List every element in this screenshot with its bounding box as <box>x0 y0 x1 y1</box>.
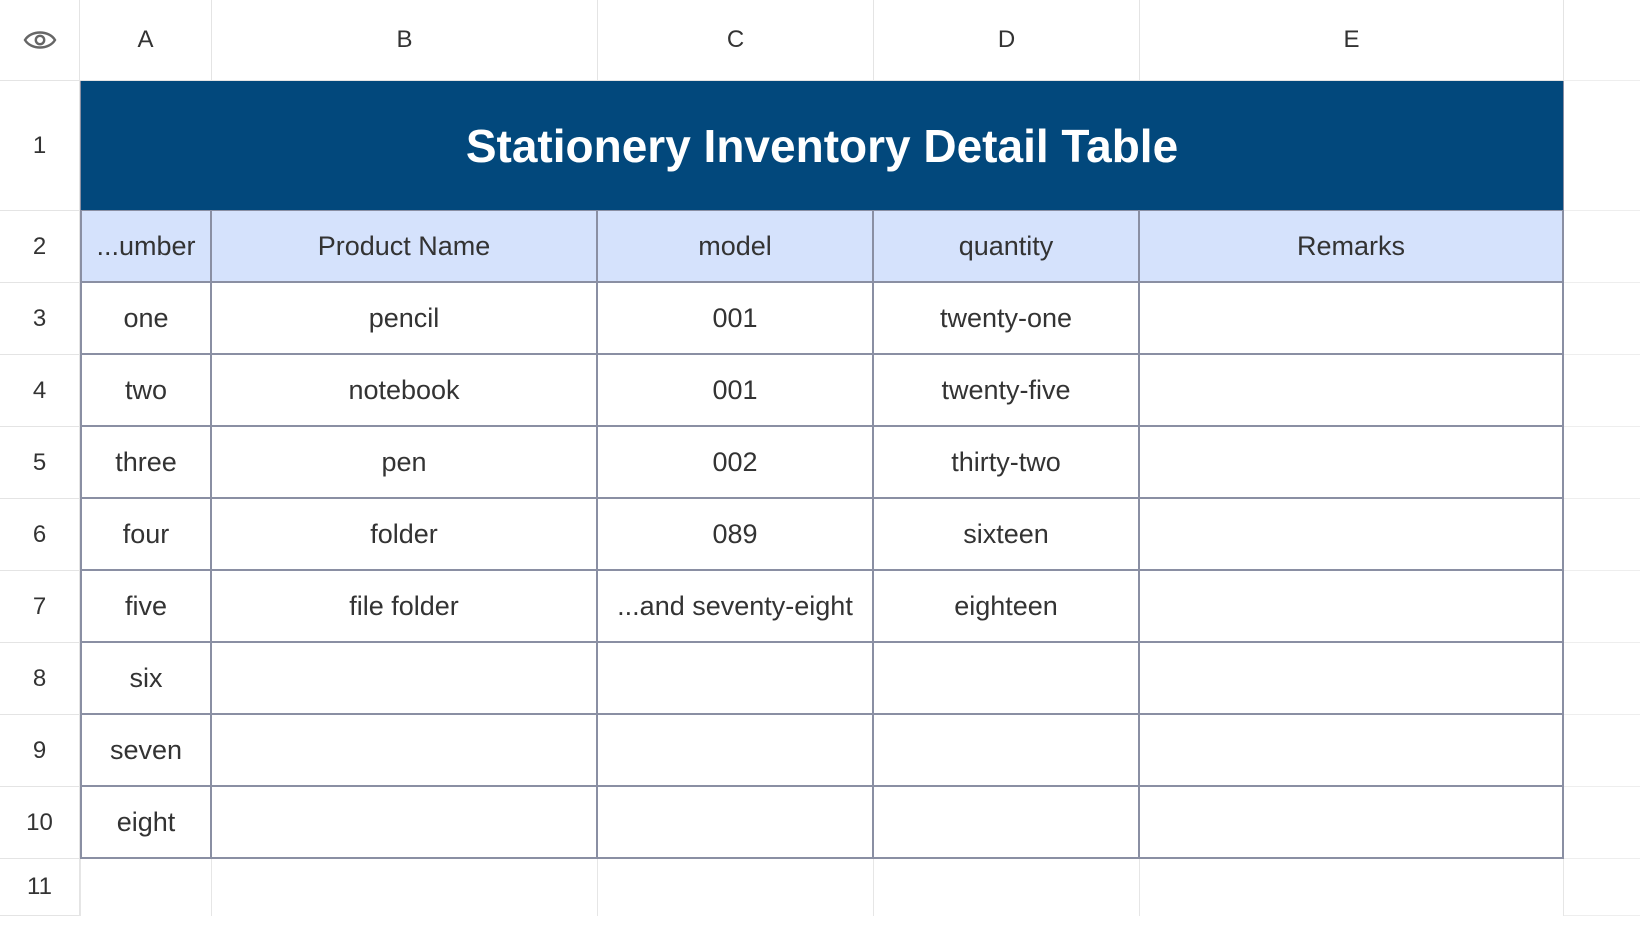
row-filler <box>1564 427 1640 499</box>
column-header-e[interactable]: E <box>1140 0 1564 81</box>
row-filler <box>1564 499 1640 571</box>
eye-icon[interactable] <box>0 0 80 81</box>
row-filler <box>1564 715 1640 787</box>
empty-cell[interactable] <box>1140 859 1564 916</box>
empty-cell[interactable] <box>212 859 598 916</box>
table-cell[interactable]: two <box>80 355 212 427</box>
table-cell[interactable]: ...and seventy-eight <box>598 571 874 643</box>
row-header-4[interactable]: 4 <box>0 355 80 427</box>
bottom-filler <box>0 916 80 952</box>
table-cell[interactable]: 089 <box>598 499 874 571</box>
table-cell[interactable]: notebook <box>212 355 598 427</box>
table-cell[interactable]: 002 <box>598 427 874 499</box>
table-cell[interactable] <box>1140 355 1564 427</box>
column-header-b[interactable]: B <box>212 0 598 81</box>
bottom-filler <box>212 916 598 952</box>
table-cell[interactable]: eight <box>80 787 212 859</box>
row-filler <box>1564 859 1640 916</box>
table-cell[interactable] <box>212 787 598 859</box>
empty-cell[interactable] <box>874 859 1140 916</box>
row-filler <box>1564 643 1640 715</box>
table-cell[interactable] <box>1140 715 1564 787</box>
table-cell[interactable] <box>1140 427 1564 499</box>
column-header-filler <box>1564 0 1640 81</box>
row-filler <box>1564 571 1640 643</box>
column-header-d[interactable]: D <box>874 0 1140 81</box>
row-filler <box>1564 283 1640 355</box>
table-cell[interactable] <box>598 787 874 859</box>
table-cell[interactable]: three <box>80 427 212 499</box>
bottom-filler <box>874 916 1140 952</box>
table-cell[interactable]: six <box>80 643 212 715</box>
table-cell[interactable]: pencil <box>212 283 598 355</box>
table-cell[interactable]: pen <box>212 427 598 499</box>
empty-cell[interactable] <box>598 859 874 916</box>
row-header-9[interactable]: 9 <box>0 715 80 787</box>
row-header-3[interactable]: 3 <box>0 283 80 355</box>
table-cell[interactable] <box>598 643 874 715</box>
table-cell[interactable] <box>1140 643 1564 715</box>
table-cell[interactable]: 001 <box>598 355 874 427</box>
table-cell[interactable] <box>1140 283 1564 355</box>
table-cell[interactable] <box>874 643 1140 715</box>
row-filler <box>1564 355 1640 427</box>
column-header-c[interactable]: C <box>598 0 874 81</box>
header-cell-product-name[interactable]: Product Name <box>212 211 598 283</box>
table-cell[interactable]: seven <box>80 715 212 787</box>
row-filler <box>1564 211 1640 283</box>
header-cell-remarks[interactable]: Remarks <box>1140 211 1564 283</box>
table-cell[interactable]: twenty-five <box>874 355 1140 427</box>
bottom-filler <box>598 916 874 952</box>
table-cell[interactable] <box>874 787 1140 859</box>
row-filler <box>1564 787 1640 859</box>
table-cell[interactable]: folder <box>212 499 598 571</box>
row-header-11[interactable]: 11 <box>0 859 80 916</box>
table-cell[interactable]: four <box>80 499 212 571</box>
bottom-filler <box>1564 916 1640 952</box>
header-cell-number[interactable]: ...umber <box>80 211 212 283</box>
table-cell[interactable] <box>1140 571 1564 643</box>
row-header-7[interactable]: 7 <box>0 571 80 643</box>
table-cell[interactable] <box>1140 787 1564 859</box>
header-cell-model[interactable]: model <box>598 211 874 283</box>
row-header-2[interactable]: 2 <box>0 211 80 283</box>
bottom-filler <box>80 916 212 952</box>
row-header-10[interactable]: 10 <box>0 787 80 859</box>
table-cell[interactable] <box>598 715 874 787</box>
header-cell-quantity[interactable]: quantity <box>874 211 1140 283</box>
table-cell[interactable]: one <box>80 283 212 355</box>
table-cell[interactable] <box>1140 499 1564 571</box>
row-header-5[interactable]: 5 <box>0 427 80 499</box>
table-cell[interactable]: twenty-one <box>874 283 1140 355</box>
row-header-6[interactable]: 6 <box>0 499 80 571</box>
column-header-a[interactable]: A <box>80 0 212 81</box>
row-header-1[interactable]: 1 <box>0 81 80 211</box>
table-cell[interactable] <box>212 715 598 787</box>
table-cell[interactable]: five <box>80 571 212 643</box>
table-cell[interactable]: file folder <box>212 571 598 643</box>
row-header-8[interactable]: 8 <box>0 643 80 715</box>
table-cell[interactable] <box>874 715 1140 787</box>
table-cell[interactable]: thirty-two <box>874 427 1140 499</box>
empty-cell[interactable] <box>80 859 212 916</box>
row-filler <box>1564 81 1640 211</box>
table-cell[interactable]: 001 <box>598 283 874 355</box>
table-cell[interactable]: sixteen <box>874 499 1140 571</box>
bottom-filler <box>1140 916 1564 952</box>
table-cell[interactable] <box>212 643 598 715</box>
table-title-cell[interactable]: Stationery Inventory Detail Table <box>80 81 1564 211</box>
table-cell[interactable]: eighteen <box>874 571 1140 643</box>
